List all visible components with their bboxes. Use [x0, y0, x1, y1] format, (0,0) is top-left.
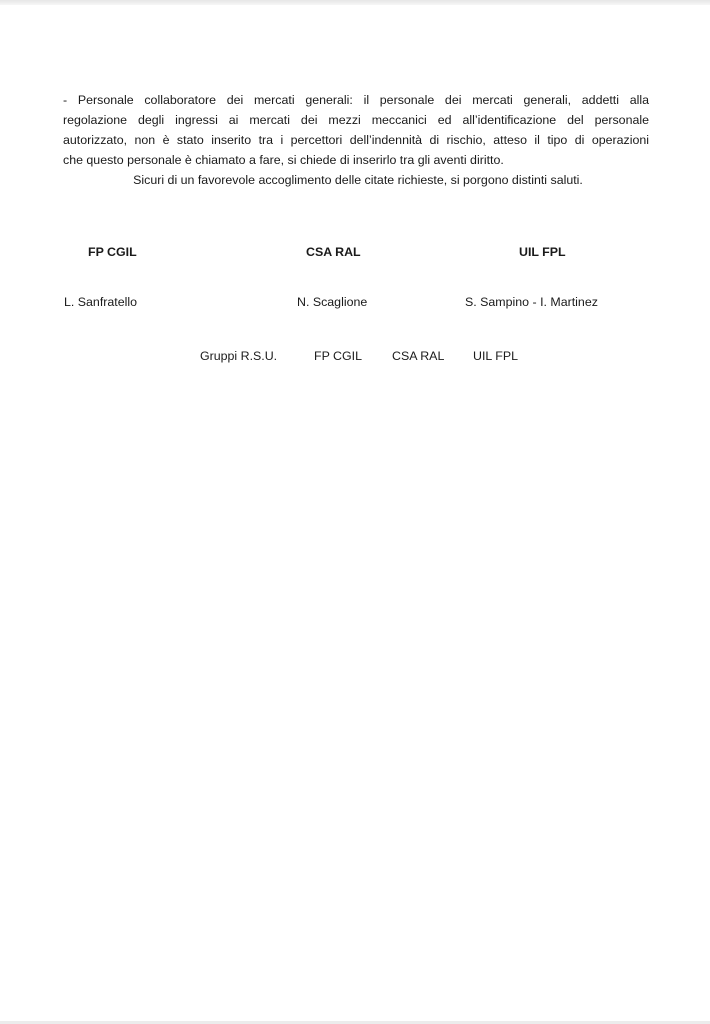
signer-csa-ral: N. Scaglione: [297, 295, 368, 309]
organization-fp-cgil: FP CGIL: [88, 245, 137, 259]
paragraph-line: regolazione degli ingressi ai mercati dei mezzi meccanici ed all’identificazione del personale: [63, 113, 649, 127]
organization-csa-ral: CSA RAL: [306, 245, 361, 259]
rsu-group-fp-cgil: FP CGIL: [314, 349, 362, 363]
paragraph-line: che questo personale è chiamato a fare, si chiede di inserirlo tra gli aventi diritto.: [63, 153, 504, 167]
body-paragraph: [63, 90, 649, 170]
rsu-label: Gruppi R.S.U.: [200, 349, 278, 363]
organization-uil-fpl: UIL FPL: [519, 245, 566, 259]
signer-fp-cgil: L. Sanfratello: [64, 295, 138, 309]
paragraph-line: autorizzato, non è stato inserito tra i percettori dell’indennità di rischio, atteso il tipo di operazioni: [63, 133, 649, 147]
rsu-group-csa-ral: CSA RAL: [392, 349, 445, 363]
signer-uil-fpl: S. Sampino - I. Martinez: [465, 295, 598, 309]
closing-salutation: Sicuri di un favorevole accoglimento delle citate richieste, si porgono distinti saluti.: [133, 173, 583, 187]
paragraph-line: - Personale collaboratore dei mercati generali: il personale dei mercati generali, addetti alla: [63, 93, 649, 107]
rsu-group-uil-fpl: UIL FPL: [473, 349, 518, 363]
